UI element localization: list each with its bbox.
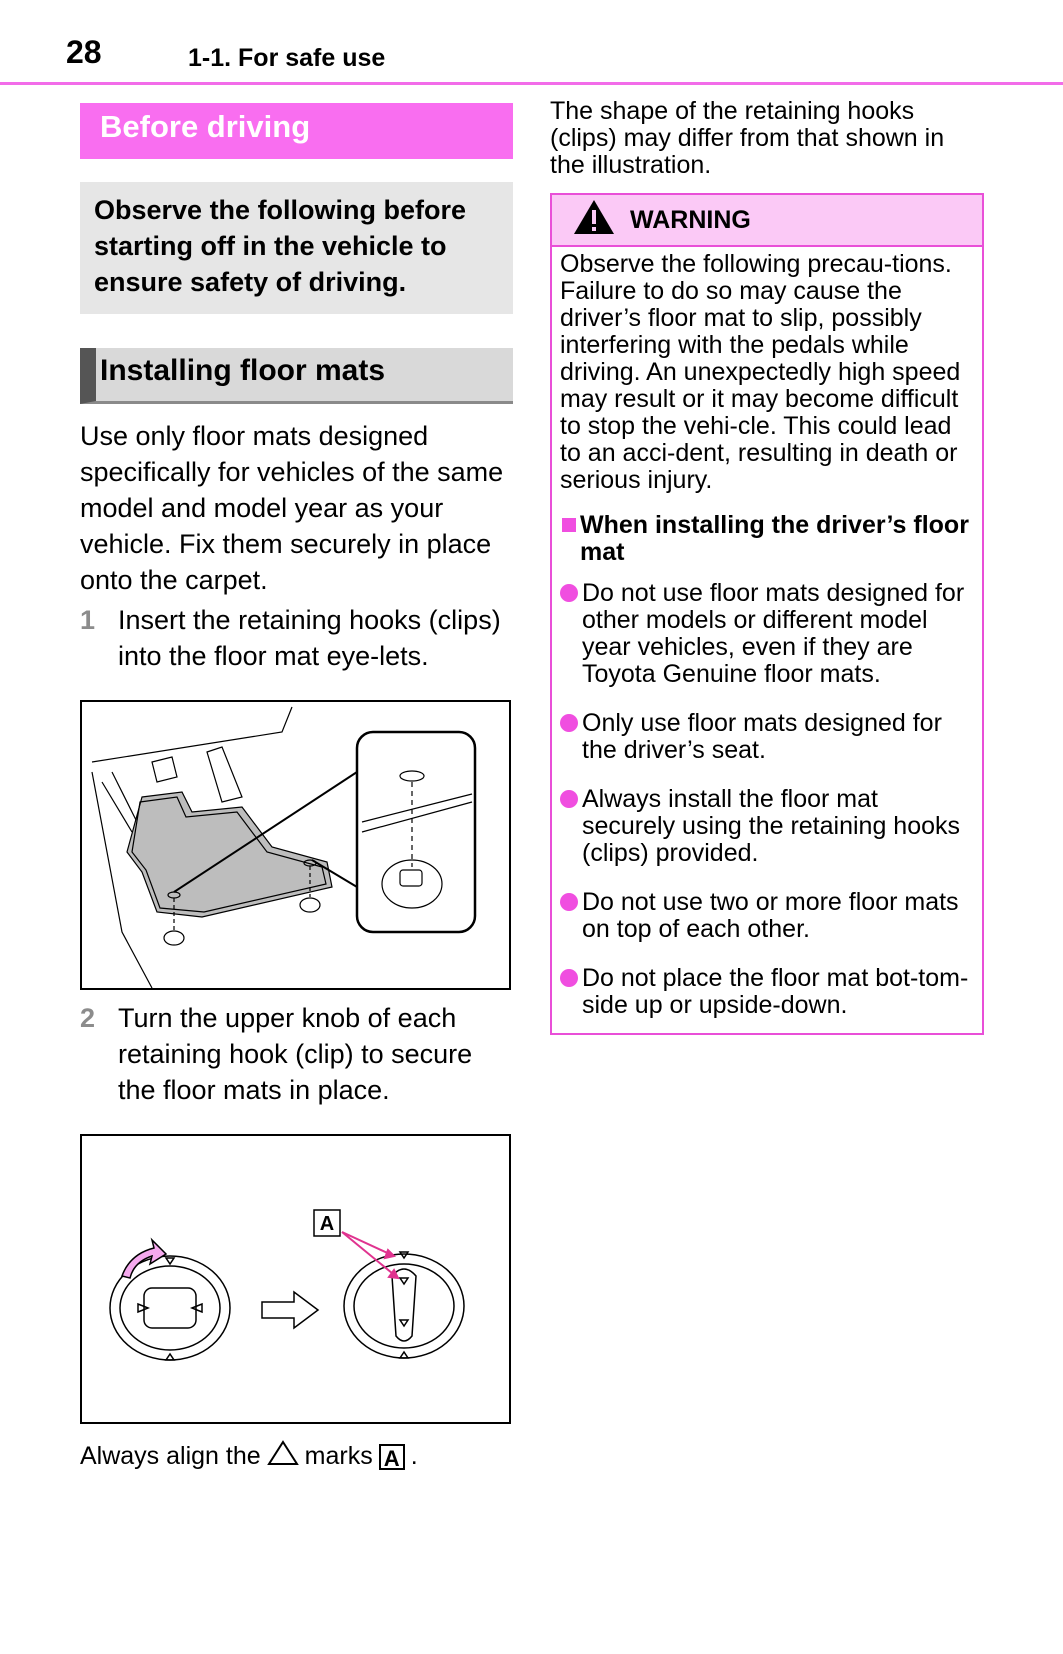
step-1-number: 1 [80, 605, 96, 635]
align-marks-caption [80, 1440, 513, 1473]
page-number: 28 [66, 34, 102, 70]
floor-mat-illustration [80, 700, 511, 990]
warning-bullet [560, 786, 974, 867]
warning-bullet-text: Only use floor mats designed for the driver’s seat. [582, 709, 942, 764]
section-title: 1-1. For safe use [188, 44, 386, 72]
square-bullet-icon [562, 518, 576, 532]
before-driving-banner: Before driving [80, 103, 513, 159]
warning-bullet-list [560, 580, 974, 1019]
warning-icon [572, 198, 616, 243]
clip-shape-note: The shape of the retaining hooks (clips) may differ from that shown in the illustration. [550, 97, 945, 179]
warning-title: WARNING [630, 205, 751, 234]
warning-intro: Observe the following precau-tions. Failure to do so may cause the driver’s floor mat to slip, possibly interfering with the pedals while driving. An unexpectedly high speed may result or it may become difficult to stop the vehi-cle. This could lead to an acci-dent, resulting in death or serious injury. [560, 250, 961, 494]
bullet-dot-icon [560, 584, 578, 602]
caption-period: . [410, 1442, 418, 1470]
step-2-number: 2 [80, 1003, 96, 1033]
caption-text-start: Always align the [80, 1442, 261, 1470]
warning-box [550, 193, 984, 1035]
installing-floor-mats-heading: Installing floor mats [80, 348, 513, 404]
page-header [0, 0, 1063, 86]
bullet-dot-icon [560, 714, 578, 732]
step-2-text: Turn the upper knob of each retaining hook (clip) to secure the floor mats in place. [118, 1003, 473, 1105]
caption-label-a: A [379, 1444, 405, 1470]
warning-subheading [560, 512, 974, 566]
warning-header [552, 195, 982, 247]
triangle-mark-icon [267, 1440, 299, 1473]
warning-bullet [560, 965, 974, 1019]
warning-bullet-text: Do not use floor mats designed for other models or different model year vehicles, even if they are Toyota Genuine floor mats. [582, 579, 965, 688]
warning-bullet-text: Do not use two or more floor mats on top of each other. [582, 888, 959, 943]
retaining-hook-illustration [80, 1134, 511, 1424]
step-2 [80, 1000, 513, 1108]
warning-subheading-text: When installing the driver’s floor mat [580, 511, 969, 566]
warning-bullet-text: Always install the floor mat securely using the retaining hooks (clips) provided. [582, 785, 961, 867]
right-column [550, 98, 984, 1035]
warning-bullet [560, 580, 974, 688]
retaining-hook-drawing [82, 1136, 509, 1422]
caption-text-marks: marks [304, 1442, 373, 1470]
floor-mat-drawing [82, 702, 509, 988]
bullet-dot-icon [560, 969, 578, 987]
floor-mat-body-text: Use only floor mats designed specifically for vehicles of the same model and model year as your vehicle. Fix them securely in place onto the carpet. [80, 421, 504, 595]
warning-body [552, 247, 982, 1033]
step-1-text: Insert the retaining hooks (clips) into the floor mat eye-lets. [118, 605, 501, 671]
bullet-dot-icon [560, 790, 578, 808]
warning-bullet [560, 710, 974, 764]
bullet-dot-icon [560, 893, 578, 911]
figure-label-a: A [319, 1213, 335, 1235]
intro-box: Observe the following before starting off in the vehicle to ensure safety of driving. [80, 182, 513, 314]
header-rule [0, 82, 1063, 85]
step-1 [80, 602, 513, 674]
warning-bullet [560, 889, 974, 943]
left-column [80, 103, 513, 1473]
warning-bullet-text: Do not place the floor mat bot-tom-side up or upside-down. [582, 964, 969, 1019]
